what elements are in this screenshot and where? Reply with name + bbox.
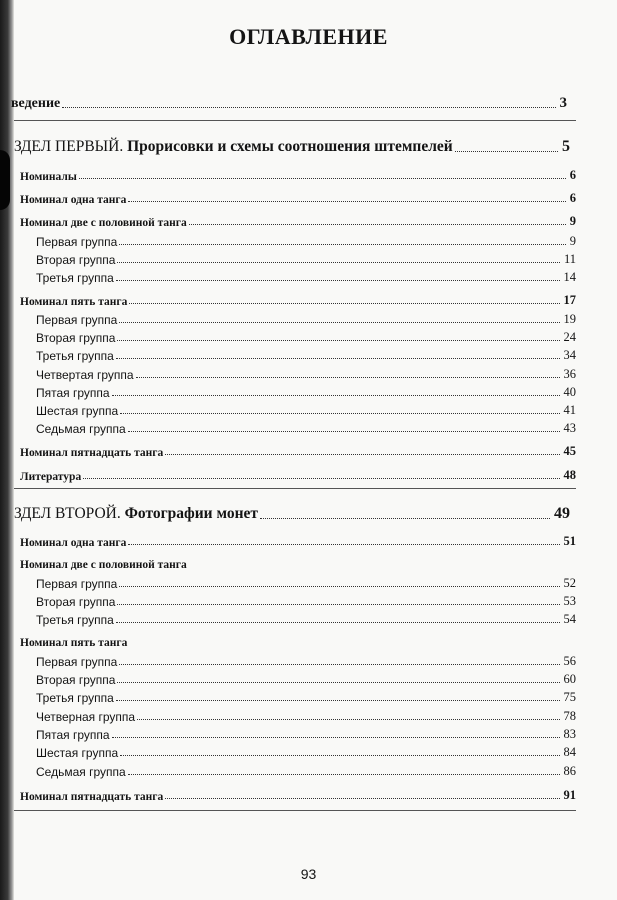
toc-subentry[interactable] <box>36 761 576 779</box>
part-prefix: ЗДЕЛ ВТОРОЙ. <box>14 505 121 522</box>
toc-subentry[interactable] <box>36 418 576 436</box>
toc-entry-page: 40 <box>563 385 576 399</box>
toc-subentry[interactable] <box>36 742 576 760</box>
leader-dots <box>128 544 559 545</box>
toc-entry-page: 91 <box>563 788 576 802</box>
leader-dots <box>117 340 559 341</box>
toc-subentry[interactable] <box>36 364 576 382</box>
toc-entry-label: Номинал две с половиной танга <box>20 217 187 229</box>
toc-entry-page: 6 <box>569 191 576 205</box>
toc-part-1[interactable] <box>14 138 570 156</box>
toc-entry-label: Вторая группа <box>36 331 116 345</box>
leader-dots <box>119 664 559 665</box>
toc-entry-label: Шестая группа <box>36 404 119 418</box>
leader-dots <box>116 280 560 281</box>
toc-entry-page: 53 <box>563 594 576 608</box>
toc-subentry[interactable] <box>36 687 576 705</box>
toc-entry-label: Первая группа <box>36 313 118 327</box>
toc-subentry[interactable] <box>36 609 576 627</box>
toc-subentry[interactable] <box>36 231 576 249</box>
toc-subentry[interactable] <box>36 706 576 724</box>
leader-dots <box>119 322 559 323</box>
toc-entry-label: Вторая группа <box>36 673 116 687</box>
toc-entry-label: Четвертая группа <box>36 368 134 382</box>
toc-entry-page: 54 <box>563 612 576 626</box>
leader-dots <box>165 454 559 455</box>
toc-entry-page: 52 <box>563 576 576 590</box>
toc-entry-label: Пятая группа <box>36 386 110 400</box>
toc-entry-page: 3 <box>559 95 567 111</box>
leader-dots <box>117 604 559 605</box>
toc-entry-page: 14 <box>563 270 576 284</box>
leader-dots <box>117 682 559 683</box>
toc-entry-label: Третья группа <box>36 613 114 627</box>
binding-edge-mark <box>0 150 10 210</box>
toc-entry-label: Номинал две с половиной танга <box>20 559 187 571</box>
leader-dots <box>62 107 555 108</box>
leader-dots <box>120 755 559 756</box>
toc-subentry[interactable] <box>36 249 576 267</box>
toc-entry[interactable] <box>20 465 576 483</box>
toc-entry[interactable] <box>20 165 576 183</box>
toc-entry-label: Литература <box>20 471 82 483</box>
toc-entry[interactable] <box>20 531 576 549</box>
toc-entry-label: ведение <box>11 96 61 111</box>
toc-entry-page: 9 <box>569 214 576 228</box>
book-binding-shadow <box>0 0 14 900</box>
toc-entry-label: Номинал одна танга <box>20 537 127 549</box>
leader-dots <box>129 303 559 304</box>
toc-heading-no-page[interactable] <box>20 631 576 649</box>
toc-entry-label: Номинал одна танга <box>20 194 127 206</box>
toc-entry-page: 86 <box>563 764 576 778</box>
leader-dots <box>137 719 559 720</box>
toc-entry[interactable] <box>20 211 576 229</box>
leader-dots <box>455 151 558 152</box>
leader-dots <box>83 478 559 479</box>
toc-entry[interactable] <box>20 785 576 803</box>
toc-entry[interactable] <box>20 290 576 308</box>
toc-heading-no-page[interactable] <box>20 553 576 571</box>
toc-entry-page: 9 <box>569 234 576 248</box>
toc-entry-page: 56 <box>563 654 576 668</box>
toc-subentry[interactable] <box>36 724 576 742</box>
toc-entry-label: Первая группа <box>36 655 118 669</box>
toc-entry-page: 60 <box>563 672 576 686</box>
toc-subentry[interactable] <box>36 400 576 418</box>
toc-entry[interactable] <box>20 441 576 459</box>
toc-subentry[interactable] <box>36 327 576 345</box>
leader-dots <box>116 700 560 701</box>
toc-entry-page: 19 <box>563 312 576 326</box>
toc-entry-page: 6 <box>569 168 576 182</box>
toc-entry-label: Третья группа <box>36 349 114 363</box>
toc-entry-page: 24 <box>563 330 576 344</box>
toc-entry-intro[interactable] <box>11 94 567 112</box>
part-title: Прорисовки и схемы соотношения штемпелей <box>127 138 453 155</box>
toc-subentry[interactable] <box>36 651 576 669</box>
toc-part-label <box>14 505 258 523</box>
leader-dots <box>119 244 565 245</box>
part-prefix: ЗДЕЛ ПЕРВЫЙ. <box>14 138 124 155</box>
toc-entry-label: Третья группа <box>36 271 114 285</box>
toc-entry-page: 83 <box>563 727 576 741</box>
toc-part-page: 49 <box>554 505 570 522</box>
toc-entry-page: 84 <box>563 745 576 759</box>
toc-entry-page: 41 <box>563 403 576 417</box>
leader-dots <box>260 518 550 519</box>
leader-dots <box>112 395 560 396</box>
page-number: 93 <box>300 866 317 882</box>
toc-entry-page: 43 <box>563 421 576 435</box>
leader-dots <box>136 377 560 378</box>
toc-part-2[interactable] <box>14 505 570 523</box>
leader-dots <box>79 178 566 179</box>
leader-dots <box>165 798 559 799</box>
toc-subentry[interactable] <box>36 573 576 591</box>
leader-dots <box>116 622 560 623</box>
toc-subentry[interactable] <box>36 267 576 285</box>
toc-entry-page: 11 <box>563 252 576 266</box>
toc-entry-page: 45 <box>563 444 576 458</box>
toc-entry-page: 17 <box>563 293 576 307</box>
toc-entry-page: 78 <box>563 709 576 723</box>
divider <box>14 810 576 811</box>
page-title: ОГЛАВЛЕНИЕ <box>229 24 388 49</box>
toc-entry-label: Номиналы <box>20 171 77 183</box>
toc-entry-label: Вторая группа <box>36 595 116 609</box>
toc-entry-label: Номинал пять танга <box>20 637 128 649</box>
toc-entry-label: Первая группа <box>36 577 118 591</box>
toc-entry-label: Первая группа <box>36 235 118 249</box>
toc-subentry[interactable] <box>36 345 576 363</box>
toc-entry-label: Номинал пятнадцать танга <box>20 447 164 459</box>
leader-dots <box>128 774 560 775</box>
toc-entry-label: Номинал пятнадцать танга <box>20 791 164 803</box>
toc-subentry[interactable] <box>36 669 576 687</box>
toc-entry-label: Пятая группа <box>36 728 110 742</box>
leader-dots <box>189 224 566 225</box>
toc-entry-label: Седьмая группа <box>36 765 126 779</box>
toc-entry-page: 36 <box>563 367 576 381</box>
toc-entry-page: 48 <box>563 468 576 482</box>
leader-dots <box>112 737 560 738</box>
leader-dots <box>128 201 565 202</box>
leader-dots <box>120 413 559 414</box>
toc-subentry[interactable] <box>36 309 576 327</box>
leader-dots <box>119 586 559 587</box>
divider <box>14 488 576 489</box>
toc-entry[interactable] <box>20 188 576 206</box>
leader-dots <box>116 358 560 359</box>
toc-part-page: 5 <box>562 138 570 155</box>
toc-entry-label: Четверная группа <box>36 710 136 724</box>
part-title: Фотографии монет <box>124 505 259 522</box>
toc-entry-label: Шестая группа <box>36 746 119 760</box>
leader-dots <box>117 262 560 263</box>
toc-entry-page: 34 <box>563 348 576 362</box>
divider <box>14 120 576 121</box>
toc-part-label <box>14 138 453 156</box>
toc-entry-label: Номинал пять танга <box>20 296 128 308</box>
toc-subentry[interactable] <box>36 591 576 609</box>
leader-dots <box>128 431 560 432</box>
toc-entry-label: Третья группа <box>36 691 114 705</box>
toc-subentry[interactable] <box>36 382 576 400</box>
toc-entry-page: 75 <box>563 690 576 704</box>
toc-entry-label: Вторая группа <box>36 253 116 267</box>
toc-entry-label: Седьмая группа <box>36 422 126 436</box>
toc-entry-page: 51 <box>563 534 576 548</box>
